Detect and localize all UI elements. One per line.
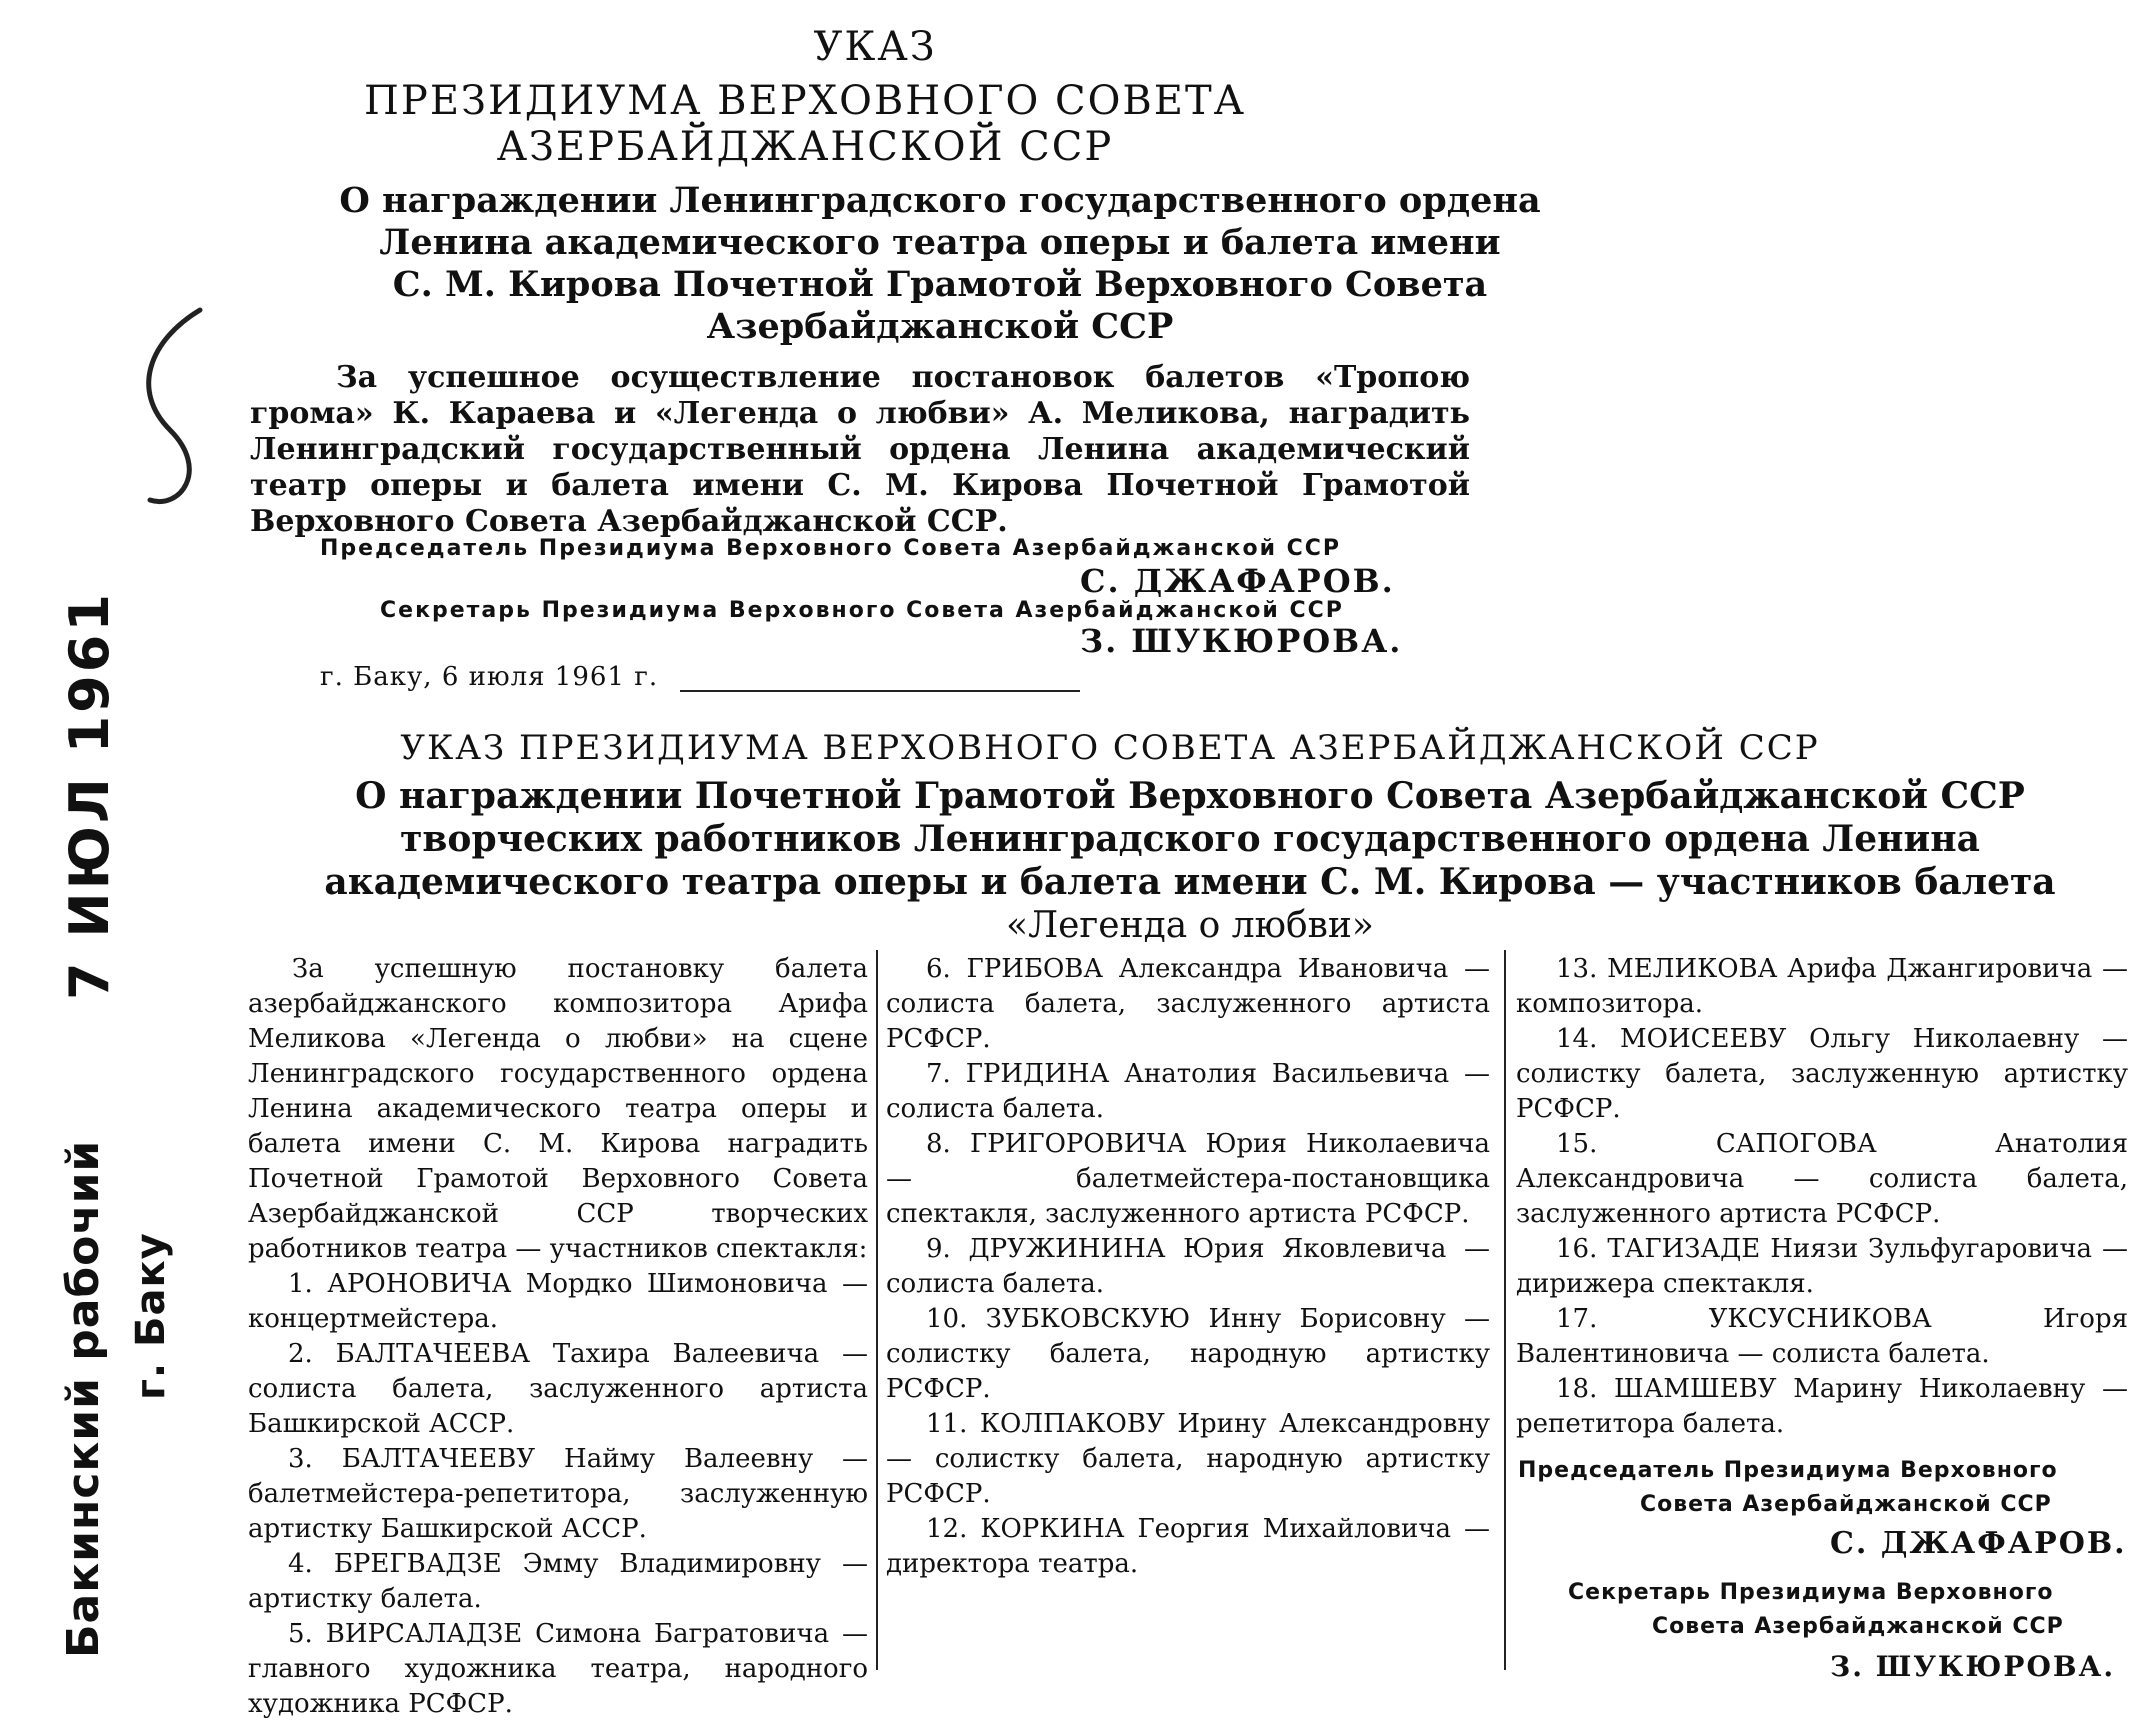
decree2-subtitle-line: творческих работников Ленинградского государственного ордена Ленина (400, 818, 1980, 860)
award-list-item: 8. ГРИГОРОВИЧА Юрия Николаевича — балетмейстера-постановщика спектакля, заслуженного артиста РСФСР. (886, 1129, 1490, 1229)
stamp-newspaper: Бакинский рабочий (58, 1139, 109, 1658)
pencil-mark-icon (110, 300, 220, 520)
decree1-title-line2: ПРЕЗИДИУМА ВЕРХОВНОГО СОВЕТА (364, 78, 1246, 124)
decree2-chairman-role-line1: Председатель Президиума Верховного (1518, 1458, 2058, 1483)
award-list-item: 18. ШАМШЕВУ Марину Николаевну — репетитора балета. (1516, 1374, 2128, 1439)
decree2-column-2 (886, 952, 1490, 1582)
column-divider (1504, 950, 1506, 1670)
decree1-secretary-name: З. ШУКЮРОВА. (1080, 622, 1403, 660)
award-list-item: 5. ВИРСАЛАДЗЕ Симона Багратовича — главного художника театра, народного художника РСФСР. (248, 1619, 868, 1719)
decree1-chairman-name: С. ДЖАФАРОВ. (1080, 562, 1395, 600)
decree1-subtitle (260, 180, 1620, 348)
award-list-item: 7. ГРИДИНА Анатолия Васильевича — солиста балета. (886, 1059, 1490, 1124)
award-list-item: 14. МОИСЕЕВУ Ольгу Николаевну — солистку балета, заслуженную артистку РСФСР. (1516, 1024, 2128, 1124)
decree1-subtitle-line: Азербайджанской ССР (706, 306, 1174, 347)
award-list-item: 4. БРЕГВАДЗЕ Эмму Владимировну — артистку балета. (248, 1549, 868, 1614)
decree1-chairman-role: Председатель Президиума Верховного Совета Азербайджанской ССР (320, 536, 1342, 561)
award-list-item: 1. АРОНОВИЧА Мордко Шимоновича — концертмейстера. (248, 1269, 868, 1334)
decree2-secretary-role-line2: Совета Азербайджанской ССР (1652, 1614, 2064, 1639)
award-list-item: 6. ГРИБОВА Александра Ивановича — солиста балета, заслуженного артиста РСФСР. (886, 954, 1490, 1054)
award-list-item: 9. ДРУЖИНИНА Юрия Яковлевича — солиста балета. (886, 1234, 1490, 1299)
decree1-place-date: г. Баку, 6 июля 1961 г. (320, 662, 659, 692)
decree2-subtitle (300, 775, 2080, 947)
decree2-column-1 (248, 952, 868, 1722)
decree1-secretary-role: Секретарь Президиума Верховного Совета Азербайджанской ССР (380, 598, 1344, 623)
decree1-body: За успешное осуществление постановок балетов «Тропою грома» К. Караева и «Легенда о любви» А. Меликова, наградить Ленинградский государственный ордена Ленина академический театр оперы и балета имени С. М. Кирова Почетной Грамотой Верховного Совета Азербайджанской ССР. (250, 360, 1470, 539)
decree1-title-line3: АЗЕРБАЙДЖАНСКОЙ ССР (496, 124, 1114, 170)
decree2-subtitle-line: О награждении Почетной Грамотой Верховного Совета Азербайджанской ССР (355, 775, 2025, 817)
column-divider (876, 950, 878, 1670)
award-list-item: 3. БАЛТАЧЕЕВУ Найму Валеевну — балетмейстера-репетитора, заслуженную артистку Башкирской АССР. (248, 1444, 868, 1544)
award-list-item: 13. МЕЛИКОВА Арифа Джангировича — композитора. (1516, 954, 2128, 1019)
decree1-subtitle-line: О награждении Ленинградского государственного ордена (339, 180, 1541, 221)
award-list-item: 10. ЗУБКОВСКУЮ Инну Борисовну — солистку балета, народную артистку РСФСР. (886, 1304, 1490, 1404)
separator-line (680, 690, 1080, 692)
award-list-item: 16. ТАГИЗАДЕ Ниязи Зульфугаровича — дирижера спектакля. (1516, 1234, 2128, 1299)
decree2-secretary-role-line1: Секретарь Президиума Верховного (1568, 1580, 2054, 1605)
decree2-intro-paragraph: За успешную постановку балета азербайджанского композитора Арифа Меликова «Легенда о любви» на сцене Ленинградского государственного ордена Ленина академического театра оперы и балета имени С. М. Кирова наградить Почетной Грамотой Верховного Совета Азербайджанской ССР творческих работников театра — участников спектакля: (248, 954, 868, 1264)
decree2-subtitle-line: «Легенда о любви» (1006, 905, 1374, 946)
decree1-subtitle-line: Ленина академического театра оперы и балета имени (379, 222, 1501, 263)
decree2-secretary-name: З. ШУКЮРОВА. (1830, 1650, 2116, 1683)
decree2-title: УКАЗ ПРЕЗИДИУМА ВЕРХОВНОГО СОВЕТА АЗЕРБАЙДЖАНСКОЙ ССР (400, 728, 1820, 768)
decree2-chairman-name: С. ДЖАФАРОВ. (1830, 1526, 2127, 1561)
award-list-item: 17. УКСУСНИКОВА Игоря Валентиновича — солиста балета. (1516, 1304, 2128, 1369)
decree2-subtitle-line: академического театра оперы и балета имени С. М. Кирова — участников балета (324, 861, 2056, 903)
decree1-title-line1: УКАЗ (813, 24, 937, 70)
stamp-city: г. Баку (128, 1232, 174, 1400)
stamp-date: 7 ИЮЛ 1961 (58, 591, 121, 1000)
award-list-item: 15. САПОГОВА Анатолия Александровича — солиста балета, заслуженного артиста РСФСР. (1516, 1129, 2128, 1229)
decree2-chairman-role-line2: Совета Азербайджанской ССР (1640, 1492, 2052, 1517)
award-list-item: 12. КОРКИНА Георгия Михайловича — директора театра. (886, 1514, 1490, 1579)
decree1-subtitle-line: С. М. Кирова Почетной Грамотой Верховного Совета (392, 264, 1488, 305)
award-list-item: 11. КОЛПАКОВУ Ирину Александровну — солистку балета, народную артистку РСФСР. (886, 1409, 1490, 1509)
award-list-item: 2. БАЛТАЧЕЕВА Тахира Валеевича — солиста балета, заслуженного артиста Башкирской АССР. (248, 1339, 868, 1439)
decree2-column-3 (1516, 952, 2128, 1442)
